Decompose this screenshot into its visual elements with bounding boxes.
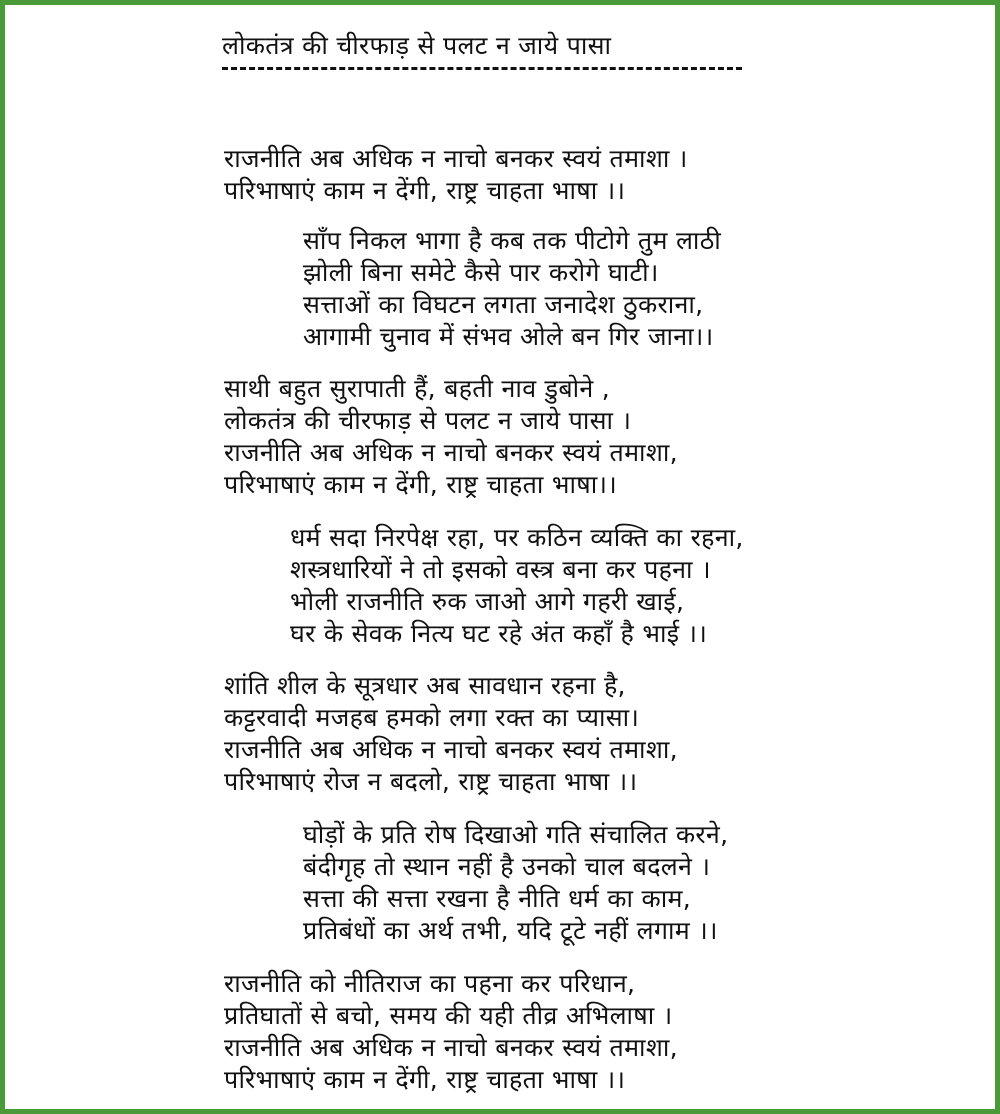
stanza-line: घर के सेवक नित्य घट रहे अंत कहाँ है भाई ।। — [290, 619, 708, 648]
stanza-6 — [303, 819, 728, 947]
stanza-line: बंदीगृह तो स्थान नहीं है उनको चाल बदलने । — [303, 852, 711, 881]
stanza-line: साँप निकल भागा है कब तक पीटोगे तुम लाठी — [303, 226, 722, 255]
stanza-line: शांति शील के सूत्रधार अब सावधान रहना है, — [224, 671, 626, 700]
stanza-line: राजनीति अब अधिक न नाचो बनकर स्वयं तमाशा, — [224, 1033, 678, 1062]
stanza-line: परिभाषाएं रोज न बदलो, राष्ट्र चाहता भाषा ।। — [224, 767, 638, 796]
stanza-line: परिभाषाएं काम न देंगी, राष्ट्र चाहता भाषा ।। — [224, 176, 626, 205]
stanza-line: साथी बहुत सुरापाती हैं, बहती नाव डुबोने , — [224, 374, 611, 403]
stanza-line: कट्टरवादी मजहब हमको लगा रक्त का प्यासा। — [224, 703, 640, 732]
poem-title: लोकतंत्र की चीरफाड़ से पलट न जाये पासा — [222, 31, 612, 60]
stanza-2 — [303, 225, 721, 353]
stanza-line: परिभाषाएं काम न देंगी, राष्ट्र चाहता भाषा ।। — [224, 1065, 626, 1094]
stanza-line: राजनीति अब अधिक न नाचो बनकर स्वयं तमाशा, — [224, 438, 678, 467]
stanza-line: सत्ता की सत्ता रखना है नीति धर्म का काम, — [303, 884, 691, 913]
stanza-line: घोड़ों के प्रति रोष दिखाओ गति संचालित करने, — [303, 820, 729, 849]
stanza-line: झोली बिना समेटे कैसे पार करोगे घाटी। — [303, 258, 659, 287]
stanza-4 — [290, 522, 744, 650]
stanza-line: राजनीति को नीतिराज का पहना कर परिधान, — [224, 969, 636, 998]
title-underline — [222, 67, 742, 70]
stanza-line: प्रतिबंधों का अर्थ तभी, यदि टूटे नहीं लगाम ।। — [303, 916, 718, 945]
stanza-line: धर्म सदा निरपेक्ष रहा, पर कठिन व्यक्ति का रहना, — [290, 523, 744, 552]
stanza-line: भोली राजनीति रुक जाओ आगे गहरी खाई, — [290, 587, 685, 616]
stanza-line: राजनीति अब अधिक न नाचो बनकर स्वयं तमाशा, — [224, 735, 678, 764]
stanza-line: प्रतिघातों से बचो, समय की यही तीव्र अभिलाषा । — [224, 1001, 673, 1030]
stanza-line: आगामी चुनाव में संभव ओले बन गिर जाना।। — [303, 322, 714, 351]
stanza-line: परिभाषाएं काम न देंगी, राष्ट्र चाहता भाषा।। — [224, 470, 618, 499]
stanza-5 — [224, 670, 678, 798]
stanza-3 — [224, 373, 678, 501]
stanza-line: सत्ताओं का विघटन लगता जनादेश ठुकराना, — [303, 290, 704, 319]
stanza-line: शस्त्रधारियों ने तो इसको वस्त्र बना कर पहना । — [290, 555, 711, 584]
stanza-line: राजनीति अब अधिक न नाचो बनकर स्वयं तमाशा । — [224, 144, 688, 173]
stanza-1 — [224, 143, 688, 207]
stanza-line: लोकतंत्र की चीरफाड़ से पलट न जाये पासा । — [224, 406, 632, 435]
stanza-7 — [224, 968, 678, 1096]
